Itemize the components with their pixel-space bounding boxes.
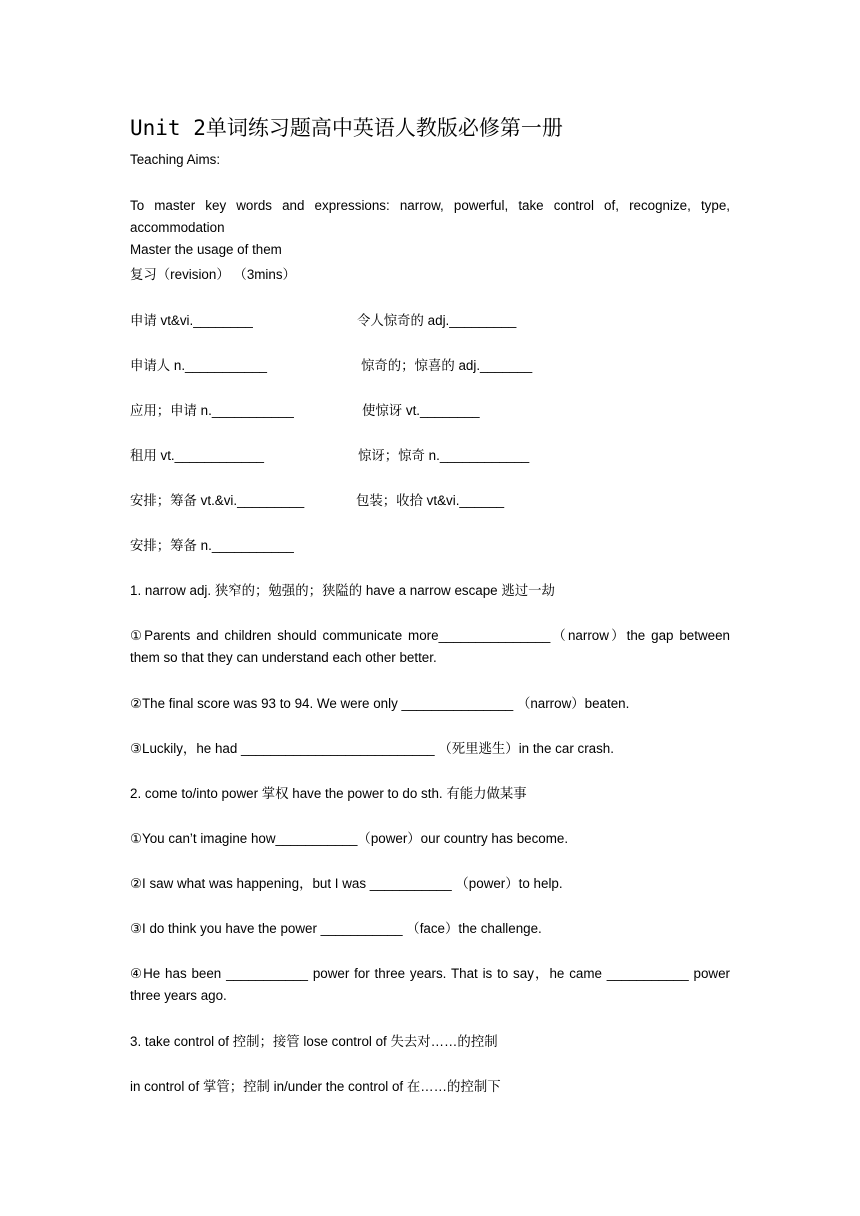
exercise-question: ①You can’t imagine how___________（power）our country has become. — [130, 831, 569, 846]
exercise-question: ②I saw what was happening，but I was ___________ （power）to help. — [130, 876, 563, 891]
vocab-right: 惊讶；惊奇 n.____________ — [358, 448, 530, 463]
exercise-question: ③I do think you have the power ___________ （face）the challenge. — [130, 921, 542, 936]
section-2-heading: 2. come to/into power 掌权 have the power to do sth. 有能力做某事 — [130, 786, 527, 801]
master-usage-line: Master the usage of them — [130, 242, 282, 257]
vocab-left: 申请人 n.___________ — [130, 358, 267, 373]
vocab-left: 申请 vt&vi.________ — [130, 313, 253, 328]
vocab-right: 包装；收拾 vt&vi.______ — [356, 493, 505, 508]
section-1-heading: 1. narrow adj. 狭窄的；勉强的；狭隘的 have a narrow escape 逃过一劫 — [130, 583, 555, 598]
vocab-left: 安排；筹备 vt.&vi._________ — [130, 493, 305, 508]
aims-paragraph: To master key words and expressions: narrow, powerful, take control of, recognize, type, accommodation — [130, 198, 730, 235]
vocab-left: 安排；筹备 n.___________ — [130, 538, 294, 553]
review-line: 复习（revision） （3mins） — [130, 267, 296, 282]
exercise-question: ③Luckily，he had __________________________ （死里逃生）in the car crash. — [130, 741, 614, 756]
vocab-right: 惊奇的；惊喜的 adj._______ — [361, 358, 533, 373]
vocab-right: 使惊讶 vt.________ — [362, 403, 480, 418]
teaching-aims-heading: Teaching Aims: — [130, 152, 221, 167]
vocab-left: 租用 vt.____________ — [130, 448, 265, 463]
vocab-right: 令人惊奇的 adj._________ — [357, 313, 517, 328]
exercise-question: ②The final score was 93 to 94. We were only _______________ （narrow）beaten. — [130, 696, 630, 711]
section-3-line: in control of 掌管；控制 in/under the control of 在……的控制下 — [130, 1079, 501, 1094]
exercise-question: ①Parents and children should communicate more_______________（narrow）the gap between them so that they can understand each other better. — [130, 628, 730, 665]
page-title: Unit 2单词练习题高中英语人教版必修第一册 — [130, 116, 563, 140]
section-3-heading: 3. take control of 控制；接管 lose control of 失去对……的控制 — [130, 1034, 498, 1049]
vocab-left: 应用；申请 n.___________ — [130, 403, 294, 418]
exercise-question: ④He has been ___________ power for three years. That is to say，he came ___________ power three years ago. — [130, 966, 730, 1003]
